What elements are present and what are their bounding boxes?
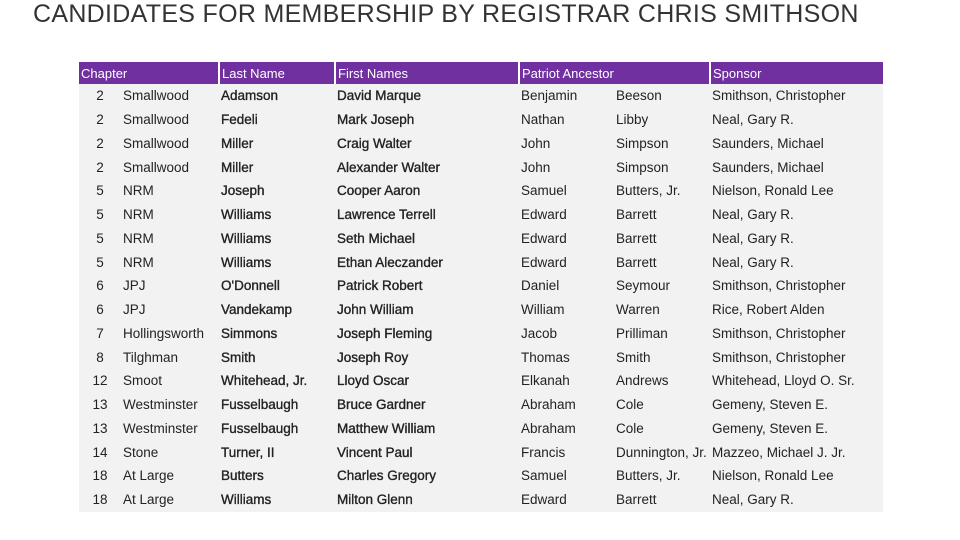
ancestor-first-name-cell: Samuel xyxy=(521,183,567,199)
table-row xyxy=(79,488,883,512)
table-row xyxy=(79,322,883,346)
ancestor-last-name-cell: Butters, Jr. xyxy=(616,468,681,484)
chapter-name-cell: Tilghman xyxy=(123,349,179,365)
first-names-cell: David Marque xyxy=(337,88,422,104)
first-names-cell: Charles Gregory xyxy=(337,468,437,484)
first-names-cell: John William xyxy=(337,302,414,318)
ancestor-first-name-cell: Nathan xyxy=(521,112,565,128)
table-row xyxy=(79,84,883,108)
ancestor-last-name-cell: Simpson xyxy=(616,159,669,175)
ancestor-last-name-cell: Smith xyxy=(616,349,651,365)
chapter-number-cell: 5 xyxy=(96,183,104,199)
chapter-name-cell: NRM xyxy=(123,254,154,270)
chapter-name-cell: At Large xyxy=(123,492,175,508)
sponsor-cell: Whitehead, Lloyd O. Sr. xyxy=(712,373,855,389)
chapter-number-cell: 2 xyxy=(96,88,104,104)
last-name-cell: Miller xyxy=(221,135,254,151)
ancestor-last-name-cell: Cole xyxy=(616,420,644,436)
header-sponsor: Sponsor xyxy=(710,62,883,84)
ancestor-last-name-cell: Butters, Jr. xyxy=(616,183,681,199)
chapter-name-cell: Smallwood xyxy=(123,159,190,175)
last-name-cell: Butters xyxy=(221,468,264,484)
candidates-table xyxy=(79,62,883,512)
sponsor-cell: Mazzeo, Michael J. Jr. xyxy=(712,444,846,460)
sponsor-cell: Nielson, Ronald Lee xyxy=(712,183,834,199)
sponsor-cell: Neal, Gary R. xyxy=(712,207,794,223)
table-row xyxy=(79,464,883,488)
table-row xyxy=(79,250,883,274)
chapter-number-cell: 12 xyxy=(92,373,108,389)
ancestor-first-name-cell: John xyxy=(521,135,551,151)
last-name-cell: Fedeli xyxy=(221,112,258,128)
ancestor-last-name-cell: Beeson xyxy=(616,88,662,104)
chapter-name-cell: JPJ xyxy=(123,278,146,294)
sponsor-cell: Smithson, Christopher xyxy=(712,325,846,341)
chapter-name-cell: Hollingsworth xyxy=(123,325,205,341)
chapter-number-cell: 5 xyxy=(96,207,104,223)
table-row xyxy=(79,369,883,393)
last-name-cell: Williams xyxy=(221,207,272,223)
chapter-number-cell: 8 xyxy=(96,349,104,365)
chapter-name-cell: Smallwood xyxy=(123,135,190,151)
chapter-number-cell: 5 xyxy=(96,254,104,270)
ancestor-first-name-cell: Abraham xyxy=(521,397,576,413)
sponsor-cell: Saunders, Michael xyxy=(712,135,824,151)
ancestor-first-name-cell: Edward xyxy=(521,492,567,508)
last-name-cell: Fusselbaugh xyxy=(221,420,299,436)
chapter-number-cell: 13 xyxy=(92,420,108,436)
ancestor-first-name-cell: Samuel xyxy=(521,468,567,484)
chapter-number-cell: 6 xyxy=(96,278,104,294)
first-names-cell: Joseph Roy xyxy=(337,349,409,365)
chapter-number-cell: 2 xyxy=(96,159,104,175)
first-names-cell: Joseph Fleming xyxy=(337,325,433,341)
header-chapter: Chapter xyxy=(79,62,219,84)
chapter-name-cell: JPJ xyxy=(123,302,146,318)
table-row xyxy=(79,298,883,322)
chapter-name-cell: NRM xyxy=(123,183,154,199)
table-row xyxy=(79,393,883,417)
chapter-number-cell: 13 xyxy=(92,397,108,413)
chapter-number-cell: 6 xyxy=(96,302,104,318)
ancestor-first-name-cell: Jacob xyxy=(521,325,558,341)
last-name-cell: Whitehead, Jr. xyxy=(221,373,308,389)
table-row xyxy=(79,274,883,298)
ancestor-last-name-cell: Dunnington, Jr. xyxy=(616,444,707,460)
ancestor-first-name-cell: William xyxy=(521,302,565,318)
sponsor-cell: Smithson, Christopher xyxy=(712,278,846,294)
ancestor-first-name-cell: Elkanah xyxy=(521,373,570,389)
page-title: CANDIDATES FOR MEMBERSHIP BY REGISTRAR CHRIS SMITHSON xyxy=(33,0,859,28)
last-name-cell: Williams xyxy=(221,254,272,270)
table-row xyxy=(79,203,883,227)
ancestor-last-name-cell: Barrett xyxy=(616,207,657,223)
table-row xyxy=(79,155,883,179)
chapter-number-cell: 14 xyxy=(92,444,108,460)
header-patriot-ancestor: Patriot Ancestor xyxy=(519,62,710,84)
ancestor-last-name-cell: Barrett xyxy=(616,230,657,246)
ancestor-first-name-cell: Thomas xyxy=(521,349,570,365)
first-names-cell: Alexander Walter xyxy=(337,159,441,175)
ancestor-last-name-cell: Simpson xyxy=(616,135,669,151)
ancestor-last-name-cell: Seymour xyxy=(616,278,671,294)
ancestor-last-name-cell: Barrett xyxy=(616,254,657,270)
last-name-cell: Fusselbaugh xyxy=(221,397,299,413)
ancestor-first-name-cell: Abraham xyxy=(521,420,576,436)
sponsor-cell: Nielson, Ronald Lee xyxy=(712,468,834,484)
ancestor-last-name-cell: Andrews xyxy=(616,373,669,389)
chapter-name-cell: Smallwood xyxy=(123,88,190,104)
table-row xyxy=(79,227,883,251)
chapter-name-cell: Westminster xyxy=(123,420,198,436)
chapter-name-cell: Smallwood xyxy=(123,112,190,128)
sponsor-cell: Saunders, Michael xyxy=(712,159,824,175)
header-first-names: First Names xyxy=(335,62,519,84)
ancestor-last-name-cell: Libby xyxy=(616,112,649,128)
first-names-cell: Mark Joseph xyxy=(337,112,415,128)
chapter-name-cell: At Large xyxy=(123,468,175,484)
ancestor-first-name-cell: Edward xyxy=(521,207,567,223)
first-names-cell: Lloyd Oscar xyxy=(337,373,410,389)
sponsor-cell: Neal, Gary R. xyxy=(712,112,794,128)
chapter-name-cell: NRM xyxy=(123,230,154,246)
chapter-number-cell: 7 xyxy=(96,325,104,341)
table-row xyxy=(79,440,883,464)
first-names-cell: Bruce Gardner xyxy=(337,397,426,413)
sponsor-cell: Neal, Gary R. xyxy=(712,254,794,270)
ancestor-last-name-cell: Warren xyxy=(616,302,660,318)
chapter-name-cell: Stone xyxy=(123,444,159,460)
table-row xyxy=(79,108,883,132)
ancestor-last-name-cell: Barrett xyxy=(616,492,657,508)
first-names-cell: Vincent Paul xyxy=(337,444,413,460)
chapter-name-cell: Westminster xyxy=(123,397,198,413)
sponsor-cell: Gemeny, Steven E. xyxy=(712,397,829,413)
sponsor-cell: Gemeny, Steven E. xyxy=(712,420,829,436)
sponsor-cell: Smithson, Christopher xyxy=(712,349,846,365)
last-name-cell: Williams xyxy=(221,230,272,246)
table-row xyxy=(79,132,883,156)
table-row xyxy=(79,345,883,369)
last-name-cell: Williams xyxy=(221,492,272,508)
ancestor-first-name-cell: John xyxy=(521,159,551,175)
ancestor-first-name-cell: Edward xyxy=(521,230,567,246)
chapter-number-cell: 5 xyxy=(96,230,104,246)
first-names-cell: Craig Walter xyxy=(337,135,412,151)
first-names-cell: Patrick Robert xyxy=(337,278,423,294)
sponsor-cell: Rice, Robert Alden xyxy=(712,302,825,318)
last-name-cell: Miller xyxy=(221,159,254,175)
last-name-cell: Joseph xyxy=(221,183,265,199)
ancestor-first-name-cell: Francis xyxy=(521,444,566,460)
chapter-number-cell: 2 xyxy=(96,112,104,128)
ancestor-last-name-cell: Cole xyxy=(616,397,644,413)
last-name-cell: Simmons xyxy=(221,325,278,341)
first-names-cell: Ethan Aleczander xyxy=(337,254,443,270)
chapter-name-cell: NRM xyxy=(123,207,154,223)
candidates-table-container xyxy=(79,62,883,512)
ancestor-first-name-cell: Benjamin xyxy=(521,88,578,104)
ancestor-first-name-cell: Daniel xyxy=(521,278,560,294)
first-names-cell: Milton Glenn xyxy=(337,492,413,508)
table-header-row xyxy=(79,62,883,84)
chapter-number-cell: 2 xyxy=(96,135,104,151)
chapter-name-cell: Smoot xyxy=(123,373,163,389)
chapter-number-cell: 18 xyxy=(92,468,108,484)
first-names-cell: Matthew William xyxy=(337,420,436,436)
table-row xyxy=(79,179,883,203)
sponsor-cell: Neal, Gary R. xyxy=(712,492,794,508)
first-names-cell: Seth Michael xyxy=(337,230,416,246)
chapter-number-cell: 18 xyxy=(92,492,108,508)
table-row xyxy=(79,417,883,441)
last-name-cell: Adamson xyxy=(221,88,279,104)
sponsor-cell: Neal, Gary R. xyxy=(712,230,794,246)
last-name-cell: Smith xyxy=(221,349,256,365)
first-names-cell: Lawrence Terrell xyxy=(337,207,436,223)
ancestor-last-name-cell: Prilliman xyxy=(616,325,668,341)
ancestor-first-name-cell: Edward xyxy=(521,254,567,270)
first-names-cell: Cooper Aaron xyxy=(337,183,421,199)
last-name-cell: Turner, II xyxy=(221,444,275,460)
last-name-cell: Vandekamp xyxy=(221,302,293,318)
last-name-cell: O'Donnell xyxy=(221,278,280,294)
header-last-name: Last Name xyxy=(219,62,335,84)
sponsor-cell: Smithson, Christopher xyxy=(712,88,846,104)
